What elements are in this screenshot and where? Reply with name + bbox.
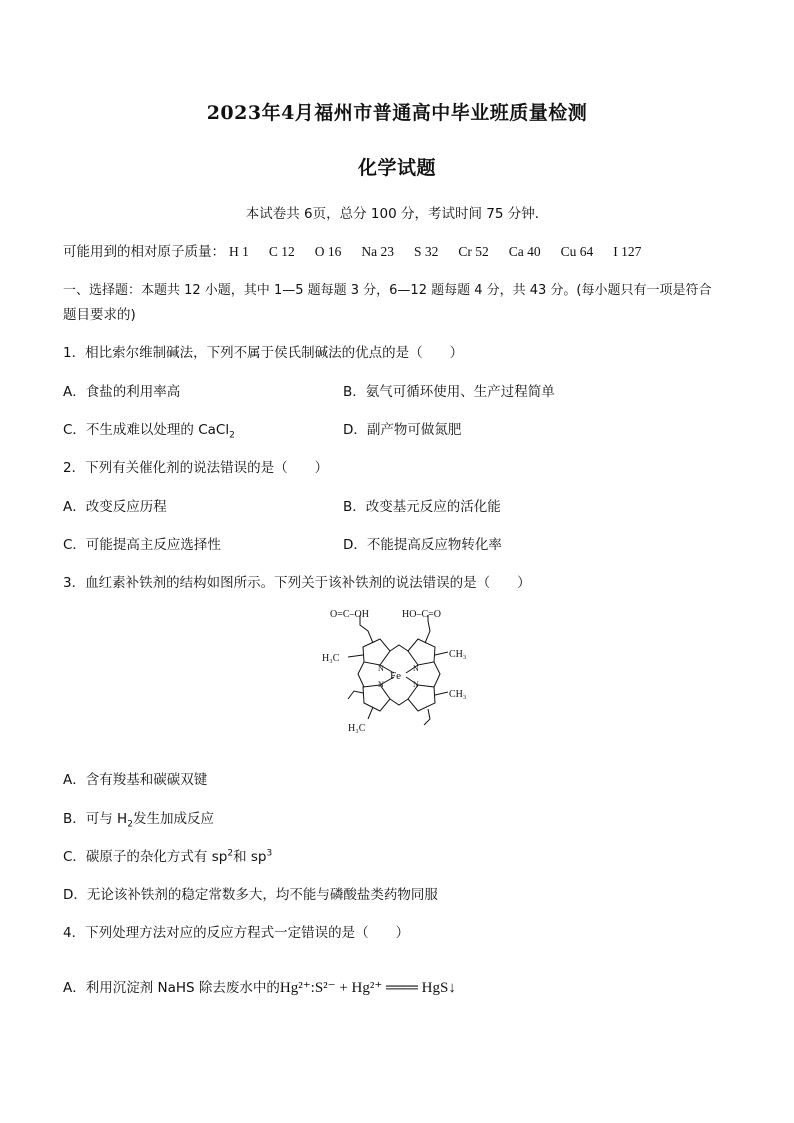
fe-label: Fe [390,670,401,682]
q3-option-a[interactable]: A．含有羧基和碳碳双键 [63,772,208,788]
heme-structure-figure [318,607,478,747]
cooh-right-label: HO–C=O [402,609,441,620]
cooh-left-label: O=C–OH [330,609,369,620]
pyrrole-ring-ll [363,685,390,711]
q1-option-d[interactable]: D．副产物可做氮肥 [343,422,462,438]
q3-option-c-text: C．碳原子的杂化方式有 sp [63,849,228,865]
subscript: 2 [229,430,235,441]
pyrrole-ring-ul [363,639,390,665]
ch3-lower-right-label: CH₃ [449,689,467,700]
atomic-masses [63,240,661,260]
question-2-stem: 2．下列有关催化剂的说法错误的是（ ） [63,460,329,476]
subscript: 2 [127,819,133,830]
q2-option-a[interactable]: A．改变反应历程 [63,499,167,515]
mass-item: S 32 [414,244,439,259]
mass-item: Cr 52 [458,244,489,259]
q1-option-c-text: C．不生成难以处理的 CaCl [63,422,230,438]
q2-option-b[interactable]: B．改变基元反应的活化能 [343,499,501,515]
pyrrole-ring-ur [408,639,435,665]
q3-option-c-text-mid: 和 sp [233,849,267,865]
masses-label: 可能用到的相对原子质量： [63,244,225,260]
mass-item: Ca 40 [508,244,541,259]
mass-item: I 127 [613,244,642,259]
q1-option-b[interactable]: B．氨气可循环使用、生产过程简单 [343,384,555,400]
superscript: 2 [227,848,234,859]
q3-option-d[interactable]: D．无论该补铁剂的稳定常数多大，均不能与磷酸盐类药物同服 [63,887,438,903]
section-heading-line1: 一、选择题：本题共 12 小题，其中 1—5 题每题 3 分，6—12 题每题 4 分，共 43 分。(每小题只有一项是符合 [63,283,712,298]
q3-option-b-text-end: 发生加成反应 [132,811,214,827]
question-4-stem: 4．下列处理方法对应的反应方程式一定错误的是（ ） [63,925,410,941]
question-3-stem: 3．血红素补铁剂的结构如图所示。下列关于该补铁剂的说法错误的是（ ） [63,575,531,591]
section-heading-line2: 题目要求的) [63,307,136,323]
q2-option-c[interactable]: C．可能提高主反应选择性 [63,537,221,553]
subject-title: 化学试题 [357,157,436,179]
ch3-bottom-label: H₃C [348,723,366,734]
mass-item: Na 23 [361,244,395,259]
superscript: 3 [266,848,273,859]
exam-title: 2023年4月福州市普通高中毕业班质量检测 [206,102,588,124]
q2-option-d[interactable]: D．不能提高反应物转化率 [343,537,502,553]
mass-item: O 16 [314,244,342,259]
q4-option-a-text: A．利用沉淀剂 NaHS 除去废水中的 [63,980,280,996]
ch3-upper-right-label: CH₃ [449,649,467,660]
q1-option-a[interactable]: A．食盐的利用率高 [63,384,181,400]
n-label: N [378,680,384,689]
q4-option-a[interactable] [63,976,456,997]
mass-item: C 12 [268,244,295,259]
q1-option-c[interactable] [63,418,235,441]
q4-option-a-equation: Hg²⁺:S²⁻ + Hg²⁺ ═══ HgS↓ [279,980,456,996]
mass-item: H 1 [229,244,249,259]
ch3-upper-left-label: H₃C [322,653,340,664]
mass-item: Cu 64 [560,244,594,259]
n-label: N [413,680,419,689]
n-label: N [413,664,419,673]
question-1-stem: 1．相比索尔维制碱法，下列不属于侯氏制碱法的优点的是（ ） [63,345,464,361]
q3-option-b[interactable] [63,807,214,830]
n-label: N [378,664,384,673]
q3-option-c[interactable] [63,845,272,865]
q3-option-b-text: B．可与 H [63,811,128,827]
exam-info: 本试卷共 6页，总分 100 分，考试时间 75 分钟． [245,206,549,222]
